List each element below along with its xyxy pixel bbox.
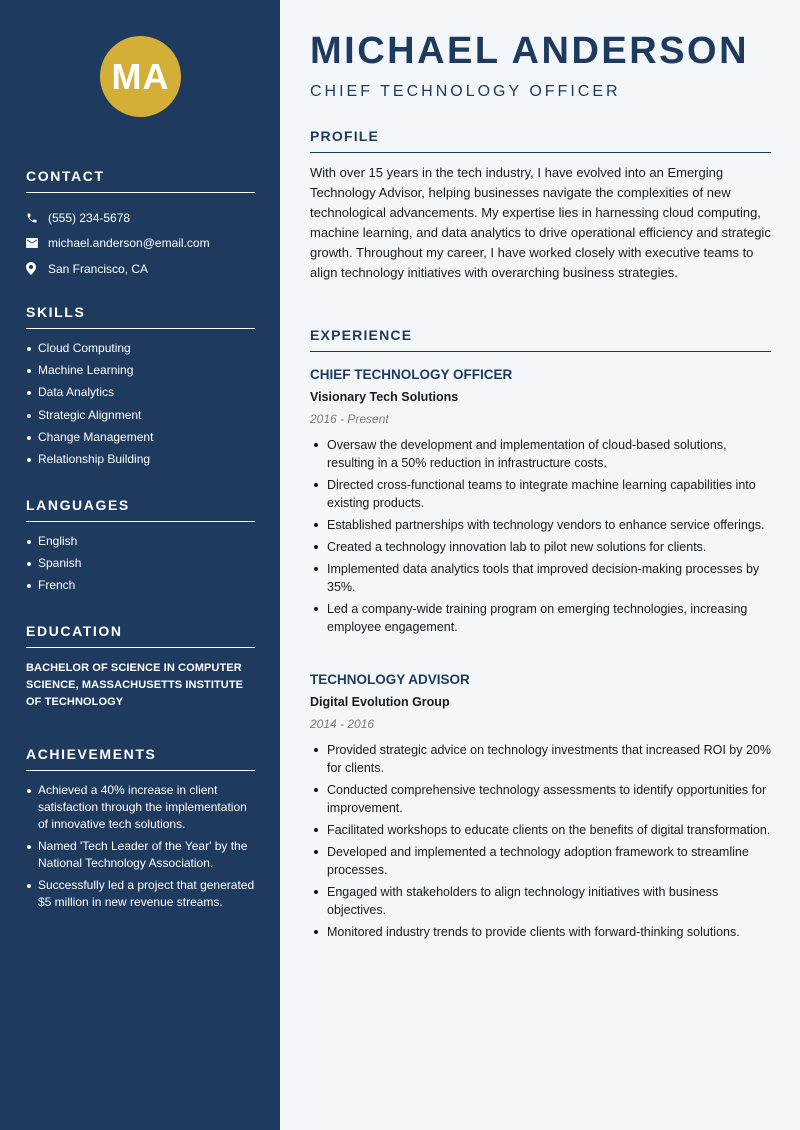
list-item: English [26,533,255,550]
list-item: Established partnerships with technology vendors to enhance service offerings. [310,516,771,534]
contact-phone[interactable] [26,205,255,231]
avatar-initials: MA [111,55,170,97]
list-item: Engaged with stakeholders to align technology initiatives with business objectives. [310,883,771,919]
list-item: Monitored industry trends to provide clients with forward-thinking solutions. [310,923,771,941]
sidebar [0,0,280,1130]
list-item: Successfully led a project that generated $5 million in new revenue streams. [26,877,255,911]
list-item: Directed cross-functional teams to integrate machine learning capabilities into existing products. [310,476,771,512]
list-item: Facilitated workshops to educate clients on the benefits of digital transformation. [310,821,771,839]
job-bullets [310,436,771,636]
achievements-heading: ACHIEVEMENTS [26,746,255,771]
languages-list [26,533,255,594]
list-item: Strategic Alignment [26,407,255,424]
education-section [26,623,255,711]
contact-section [26,168,255,282]
education-heading: EDUCATION [26,623,255,648]
job-dates: 2014 - 2016 [310,717,375,731]
contact-phone-text: (555) 234-5678 [48,210,131,225]
list-item: Cloud Computing [26,340,255,357]
job-company: Digital Evolution Group [310,695,450,709]
list-item: Data Analytics [26,384,255,401]
list-item: Created a technology innovation lab to pilot new solutions for clients. [310,538,771,556]
list-item: Developed and implemented a technology adoption framework to streamline processes. [310,843,771,879]
list-item: Led a company-wide training program on emerging technologies, increasing employee engagement. [310,600,771,636]
contact-heading: CONTACT [26,168,255,193]
list-item: Machine Learning [26,362,255,379]
experience-heading: EXPERIENCE [310,327,771,352]
page-title: MICHAEL ANDERSON [310,30,750,72]
profile-heading: PROFILE [310,128,771,153]
list-item: Named 'Tech Leader of the Year' by the National Technology Association. [26,838,255,872]
email-icon [26,238,48,248]
education-degree: BACHELOR OF SCIENCE IN COMPUTER SCIENCE, MASSACHUSETTS INSTITUTE OF TECHNOLOGY [26,662,244,708]
list-item: Change Management [26,429,255,446]
contact-email-text: michael.anderson@email.com [48,236,210,251]
job-company: Visionary Tech Solutions [310,390,459,404]
skills-heading: SKILLS [26,304,255,329]
languages-heading: LANGUAGES [26,497,255,522]
avatar [100,36,181,117]
location-pin-icon [26,262,48,275]
list-item: Achieved a 40% increase in client satisfaction through the implementation of innovative tech solutions. [26,782,255,833]
job-entry-2 [310,671,771,945]
contact-list [26,205,255,282]
achievements-list [26,782,255,911]
profile-summary: With over 15 years in the tech industry, I have evolved into an Emerging Technology Advisor, helping businesses navigate the complexities of new technological advancements. My expertise lies in harnessing cloud computing, machine learning, and data analytics to drive operational efficiency and strategic growth. Throughout my career, I have worked closely with executive teams to align technology initiatives with overarching business strategies. [310,165,771,280]
list-item: Provided strategic advice on technology investments that increased ROI by 20% for clients. [310,741,771,777]
list-item: Oversaw the development and implementation of cloud-based solutions, resulting in a 50% reduction in infrastructure costs. [310,436,771,472]
list-item: Implemented data analytics tools that improved decision-making processes by 35%. [310,560,771,596]
list-item: French [26,577,255,594]
job-title: CHIEF TECHNOLOGY OFFICER [310,367,513,382]
skills-list [26,340,255,468]
job-role-subtitle: CHIEF TECHNOLOGY OFFICER [310,83,621,100]
list-item: Spanish [26,555,255,572]
skills-section [26,304,255,473]
contact-location-text: San Francisco, CA [48,261,149,276]
contact-location [26,256,255,282]
job-dates: 2016 - Present [310,412,389,426]
job-entry-1 [310,366,771,640]
achievements-section [26,746,255,916]
phone-icon [26,212,48,224]
job-title: TECHNOLOGY ADVISOR [310,672,470,687]
list-item: Relationship Building [26,451,255,468]
contact-email[interactable] [26,231,255,257]
list-item: Conducted comprehensive technology assessments to identify opportunities for improvement. [310,781,771,817]
languages-section [26,497,255,600]
job-bullets [310,741,771,941]
